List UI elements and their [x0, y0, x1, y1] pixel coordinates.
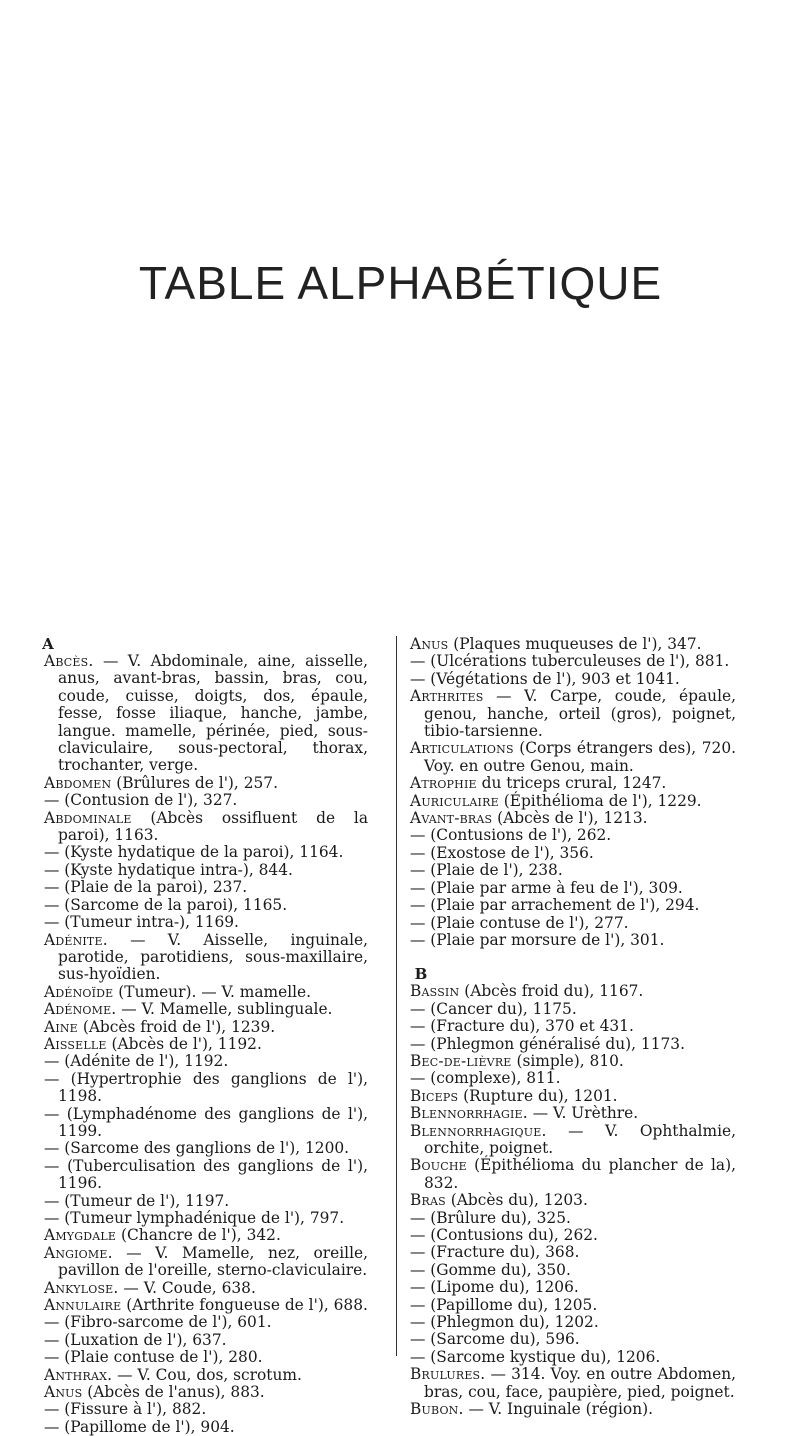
- entry-head: Ankylose.: [44, 1278, 119, 1297]
- entries-right-a: [410, 636, 736, 949]
- entry-text: — (Exostose de l'), 356.: [410, 843, 594, 862]
- entry-text: — (Kyste hydatique intra-), 844.: [44, 860, 293, 879]
- entry-head: Avant-bras: [410, 809, 493, 828]
- entry-head: Abcès.: [44, 652, 94, 670]
- entry-head: Amygdale: [44, 1226, 117, 1245]
- entry-text: (Abcès de l'anus), 883.: [82, 1383, 265, 1402]
- index-entry: [44, 810, 368, 845]
- index-entry: [410, 862, 736, 879]
- index-entry: [410, 1366, 736, 1401]
- entry-text: — V. Inguinale (région).: [463, 1400, 653, 1419]
- entry-head: Aine: [44, 1017, 78, 1036]
- entry-head: Adénoïde: [44, 982, 114, 1001]
- entry-head: Bec-de-lièvre: [410, 1051, 512, 1070]
- index-entry: [44, 844, 368, 861]
- entry-text: (Abcès froid de l'), 1239.: [77, 1017, 276, 1036]
- entry-text: — (Contusion de l'), 327.: [44, 791, 238, 810]
- entry-head: Auriculaire: [410, 791, 499, 810]
- index-entry: [410, 932, 736, 949]
- entry-text: — V. Coude, 638.: [118, 1278, 256, 1297]
- entry-text: (Abcès de l'), 1192.: [106, 1034, 262, 1053]
- index-entry: [44, 1419, 368, 1436]
- entry-head: Aisselle: [44, 1034, 107, 1053]
- entry-head: Arthrites: [410, 687, 484, 706]
- entry-head: Atrophie: [410, 774, 477, 793]
- entry-head: Articulations: [410, 739, 514, 758]
- entry-text: — V. Aisselle, inguinale, parotide, parotidiens, sous-maxillaire, sus-hyoïdien.: [58, 930, 368, 984]
- index-entry: [410, 793, 736, 810]
- entry-text: (Épithélioma du plancher de la), 832.: [424, 1156, 736, 1192]
- index-entry: [410, 1244, 736, 1261]
- section-letter-b: B: [414, 965, 428, 984]
- entry-head: Adénome.: [44, 1000, 117, 1019]
- index-entry: [410, 1053, 736, 1070]
- index-entry: [410, 1036, 736, 1053]
- index-column-left: [44, 636, 368, 1436]
- index-entry: [410, 845, 736, 862]
- entry-text: — (Brûlure du), 325.: [410, 1208, 571, 1227]
- entry-text: (Abcès de l'), 1213.: [492, 809, 648, 828]
- entry-text: — (Papillome de l'), 904.: [44, 1417, 235, 1436]
- index-entry: [410, 1331, 736, 1348]
- entry-head: Abdominale: [44, 808, 132, 827]
- entry-text: — (Contusions du), 262.: [410, 1226, 598, 1244]
- index-entry: [44, 1349, 368, 1366]
- entry-text: — (Plaie de l'), 238.: [410, 861, 563, 880]
- index-entry: [410, 810, 736, 827]
- entry-text: — V. Ophthalmie, orchite, poignet.: [424, 1121, 736, 1157]
- index-entry: [410, 653, 736, 670]
- entry-text: — (Fracture du), 370 et 431.: [410, 1017, 634, 1036]
- index-entry: [410, 1314, 736, 1331]
- index-entry: [410, 1279, 736, 1296]
- index-entry: [44, 1140, 368, 1157]
- entry-text: — (Hypertrophie des ganglions de l'), 1198.: [44, 1069, 368, 1106]
- index-entry: [44, 1019, 368, 1036]
- index-entry: [44, 1193, 368, 1210]
- index-entry: [44, 862, 368, 879]
- entry-text: — (Contusions de l'), 262.: [410, 826, 612, 845]
- entry-text: — (Tumeur intra-), 1169.: [44, 913, 239, 932]
- entry-text: (Tumeur). — V. mamelle.: [113, 982, 312, 1001]
- entry-text: — (Fracture du), 368.: [410, 1243, 580, 1262]
- entry-head: Bubon.: [410, 1400, 464, 1419]
- entry-head: Anus: [410, 635, 449, 653]
- entry-text: — (Ulcérations tuberculeuses de l'), 881.: [410, 652, 730, 671]
- entries-right-b: [410, 983, 736, 1418]
- index-entry: [410, 671, 736, 688]
- entry-text: — (Fibro-sarcome de l'), 601.: [44, 1313, 272, 1332]
- entry-text: (Épithélioma de l'), 1229.: [498, 791, 702, 810]
- entry-head: Bassin: [410, 982, 460, 1001]
- entry-text: — (Sarcome kystique du), 1206.: [410, 1347, 661, 1366]
- index-entry: [44, 1036, 368, 1053]
- index-entry: [410, 740, 736, 775]
- entry-text: — (Plaie par arme à feu de l'), 309.: [410, 878, 683, 897]
- index-entry: [410, 1088, 736, 1105]
- entry-head: Blennorrhagie.: [410, 1104, 528, 1123]
- entry-text: — (Plaie contuse de l'), 277.: [410, 913, 629, 932]
- index-entry: [44, 653, 368, 775]
- index-entry: [410, 880, 736, 897]
- index-entry: [410, 1349, 736, 1366]
- index-entry: [44, 1384, 368, 1401]
- entry-text: — V. Carpe, coude, épaule, genou, hanche, orteil (gros), poignet, tibio-tarsienne.: [424, 687, 736, 741]
- index-entry: [410, 1123, 736, 1158]
- index-entry: [410, 1157, 736, 1192]
- index-entry: [44, 1297, 368, 1314]
- index-entry: [44, 932, 368, 984]
- entry-head: Anthrax.: [44, 1365, 113, 1384]
- entry-text: — (Sarcome des ganglions de l'), 1200.: [44, 1139, 350, 1158]
- index-entry: [410, 1227, 736, 1244]
- entry-text: — (Plaie de la paroi), 237.: [44, 878, 248, 897]
- entry-text: — (Tuberculisation des ganglions de l'), 1196.: [44, 1156, 368, 1193]
- entry-head: Adénite.: [44, 930, 108, 949]
- entry-text: — (Kyste hydatique de la paroi), 1164.: [44, 843, 344, 862]
- index-entry: [44, 984, 368, 1001]
- entry-text: — V. Cou, dos, scrotum.: [112, 1365, 302, 1384]
- entry-text: (Corps étrangers des), 720. Voy. en outre Genou, main.: [424, 739, 736, 775]
- column-divider: [396, 636, 397, 1356]
- entry-head: Biceps: [410, 1086, 459, 1105]
- entry-text: — (complexe), 811.: [410, 1069, 561, 1088]
- index-entry: [410, 983, 736, 1000]
- index-entry: [44, 1245, 368, 1280]
- entry-text: (Abcès du), 1203.: [445, 1191, 588, 1210]
- entry-text: — V. Urèthre.: [527, 1104, 639, 1123]
- index-entry: [44, 1001, 368, 1018]
- index-entry: [44, 1158, 368, 1193]
- entry-text: — V. Mamelle, sublinguale.: [116, 1000, 333, 1019]
- entry-text: (Abcès ossifluent de la paroi), 1163.: [58, 808, 368, 845]
- index-entry: [44, 1401, 368, 1418]
- index-entry: [44, 1367, 368, 1384]
- section-gap: [410, 949, 736, 966]
- entry-text: (Brûlures de l'), 257.: [111, 773, 278, 792]
- index-entry: [410, 1262, 736, 1279]
- index-entry: [410, 1192, 736, 1209]
- entry-text: (Arthrite fongueuse de l'), 688.: [121, 1296, 368, 1315]
- entry-text: — (Tumeur de l'), 1197.: [44, 1191, 230, 1210]
- entry-head: Anus: [44, 1383, 83, 1402]
- index-entry: [410, 1105, 736, 1122]
- index-entry: [410, 688, 736, 740]
- entry-head: Angiome.: [44, 1243, 113, 1262]
- entry-text: — V. Abdominale, aine, aisselle, anus, avant-bras, bassin, bras, cou, coude, cuisse, doigts, dos, épaule, fesse, fosse iliaque, hanche, jambe, langue. mamelle, périnée, pied, sous-claviculaire, sous-pectoral, thorax, trochanter, verge.: [58, 652, 368, 775]
- entry-text: (simple), 810.: [511, 1051, 624, 1070]
- index-entry: [44, 1227, 368, 1244]
- index-entry: [44, 775, 368, 792]
- entry-text: — (Phlegmon généralisé du), 1173.: [410, 1034, 685, 1053]
- index-entry: [44, 897, 368, 914]
- entry-text: (Plaques muqueuses de l'), 347.: [448, 635, 702, 653]
- entry-text: — (Fissure à l'), 882.: [44, 1400, 207, 1419]
- index-entry: [44, 1314, 368, 1331]
- entry-text: — (Cancer du), 1175.: [410, 999, 577, 1018]
- entry-text: — (Sarcome de la paroi), 1165.: [44, 895, 288, 914]
- entry-text: — (Lymphadénome des ganglions de l'), 1199.: [44, 1104, 368, 1140]
- index-entry: [410, 915, 736, 932]
- index-entry: [44, 1071, 368, 1106]
- entry-text: — (Plaie par morsure de l'), 301.: [410, 930, 665, 949]
- entry-text: — (Phlegmon du), 1202.: [410, 1313, 599, 1332]
- index-entry: [410, 775, 736, 792]
- entries-left: [44, 653, 368, 1436]
- entry-text: — 314. Voy. en outre Abdomen, bras, cou, face, paupière, pied, poignet.: [424, 1365, 736, 1401]
- entry-head: Bouche: [410, 1156, 467, 1175]
- entry-text: du triceps crural, 1247.: [476, 774, 667, 793]
- entry-head: Annulaire: [44, 1296, 122, 1315]
- entry-head: Bras: [410, 1191, 446, 1210]
- index-column-right: [410, 636, 736, 1418]
- entry-text: (Rupture du), 1201.: [458, 1086, 618, 1105]
- entry-head: Abdomen: [44, 773, 112, 792]
- entry-text: — (Végétations de l'), 903 et 1041.: [410, 669, 680, 688]
- index-entry: [410, 1070, 736, 1087]
- entry-head: Brulures.: [410, 1365, 486, 1384]
- entry-text: — (Plaie par arrachement de l'), 294.: [410, 896, 700, 915]
- page-title: TABLE ALPHABÉTIQUE: [138, 257, 663, 309]
- index-entry: [44, 1106, 368, 1141]
- entry-text: — (Luxation de l'), 637.: [44, 1330, 227, 1349]
- index-entry: [44, 1332, 368, 1349]
- index-entry: [410, 827, 736, 844]
- index-entry: [410, 1210, 736, 1227]
- entry-text: — (Gomme du), 350.: [410, 1260, 571, 1279]
- index-entry: [410, 1297, 736, 1314]
- entry-text: — V. Mamelle, nez, oreille, pavillon de l'oreille, sterno-claviculaire.: [58, 1243, 368, 1280]
- entry-text: — (Tumeur lymphadénique de l'), 797.: [44, 1209, 345, 1227]
- index-entry: [44, 1280, 368, 1297]
- index-entry: [410, 1018, 736, 1035]
- entry-text: — (Sarcome du), 596.: [410, 1330, 580, 1349]
- entry-text: — (Plaie contuse de l'), 280.: [44, 1348, 263, 1367]
- index-entry: [44, 792, 368, 809]
- entry-head: Blennorrhagique.: [410, 1121, 547, 1140]
- index-entry: [410, 636, 736, 653]
- index-entry: [44, 914, 368, 931]
- entry-text: — (Papillome du), 1205.: [410, 1295, 598, 1314]
- entry-text: — (Lipome du), 1206.: [410, 1278, 579, 1297]
- index-entry: [410, 1001, 736, 1018]
- index-entry: [44, 1210, 368, 1227]
- index-entry: [44, 1053, 368, 1070]
- index-entry: [44, 879, 368, 896]
- entry-text: (Abcès froid du), 1167.: [459, 982, 644, 1001]
- section-letter-a: A: [42, 635, 54, 653]
- index-entry: [410, 897, 736, 914]
- entry-text: (Chancre de l'), 342.: [116, 1226, 281, 1245]
- entry-text: — (Adénite de l'), 1192.: [44, 1052, 229, 1071]
